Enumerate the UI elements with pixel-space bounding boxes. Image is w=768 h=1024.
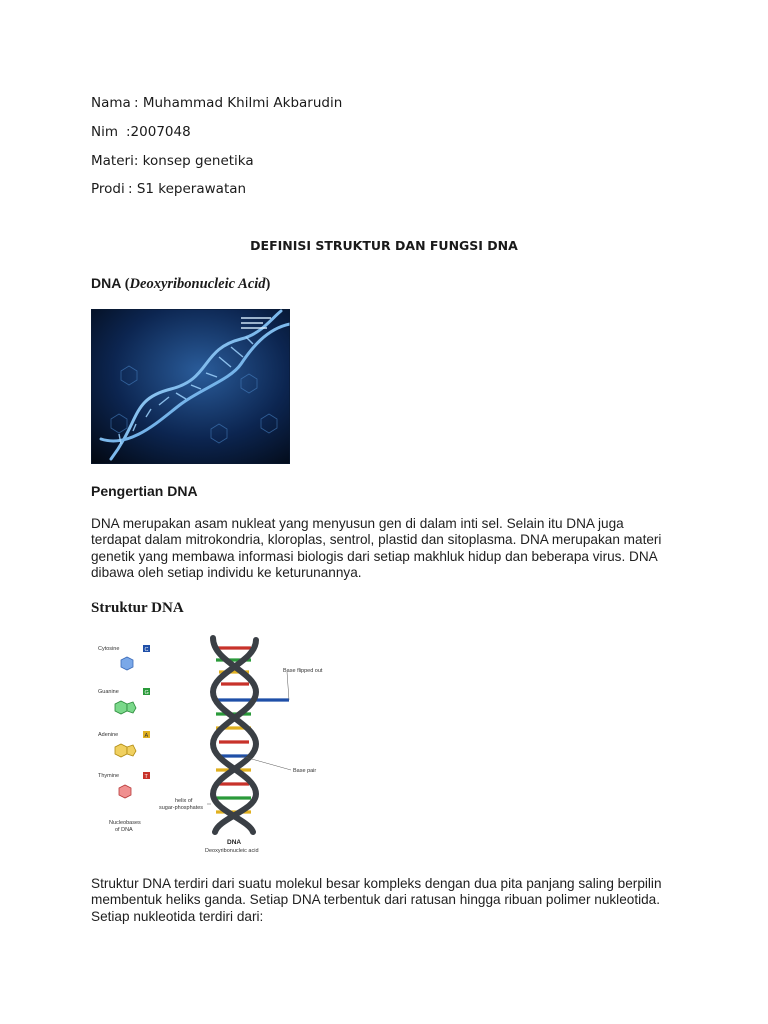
thymine-molecule-icon bbox=[119, 785, 131, 798]
nama-value: : Muhammad Khilmi Akbarudin bbox=[134, 95, 343, 111]
cytosine-label: Cytosine bbox=[98, 646, 120, 652]
guanine-label: Guanine bbox=[98, 689, 119, 695]
struktur-paragraph bbox=[91, 876, 691, 925]
base-pair-label: Base pair bbox=[293, 768, 317, 774]
materi-value: konsep genetika bbox=[142, 153, 254, 169]
diagram-caption-subtitle: Deoxyribonucleic acid bbox=[205, 848, 259, 854]
dna-close-paren: ) bbox=[265, 276, 271, 292]
adenine-label: Adenine bbox=[98, 732, 119, 738]
cytosine-molecule-icon bbox=[121, 657, 133, 670]
dna-full-name: Deoxyribonucleic Acid bbox=[129, 276, 266, 292]
nucleobase-guanine bbox=[98, 688, 150, 714]
struktur-heading: Struktur DNA bbox=[91, 600, 184, 616]
materi-line bbox=[91, 153, 254, 169]
sugar-phosphate-backbone bbox=[213, 638, 256, 832]
nucleobase-cytosine bbox=[98, 645, 150, 670]
dna-open-paren: ( bbox=[124, 276, 130, 292]
document-title: DEFINISI STRUKTUR DAN FUNGSI DNA bbox=[250, 238, 518, 253]
helix-label: helix of bbox=[175, 798, 193, 804]
prodi-label: Prodi bbox=[91, 181, 125, 197]
dna-abbr: DNA bbox=[91, 275, 121, 291]
nama-line bbox=[91, 95, 342, 111]
struktur-line: Struktur DNA terdiri dari suatu molekul besar kompleks dengan dua pita panjang saling berpilin bbox=[91, 876, 662, 891]
materi-label: Materi: bbox=[91, 153, 139, 169]
pengertian-line: genetik yang membawa informasi biologis dari setiap makhluk hidup dan beberapa virus. DNA bbox=[91, 548, 658, 564]
helix-label-2: sugar-phosphates bbox=[159, 805, 204, 811]
nucleobases-label: Nucleobases bbox=[109, 820, 141, 826]
thymine-label: Thymine bbox=[98, 773, 120, 779]
prodi-line bbox=[91, 181, 246, 197]
nucleobase-adenine bbox=[98, 731, 150, 757]
pengertian-heading: Pengertian DNA bbox=[91, 483, 198, 499]
dna-heading bbox=[91, 275, 270, 293]
prodi-value: : S1 keperawatan bbox=[128, 181, 247, 197]
pengertian-line: dibawa oleh setiap individu ke keturunannya. bbox=[91, 565, 362, 581]
pengertian-line: DNA merupakan asam nukleat yang menyusun gen di dalam inti sel. Selain itu DNA juga bbox=[91, 516, 624, 531]
nucleobases-label-2: of DNA bbox=[115, 827, 133, 833]
struktur-line: membentuk heliks ganda. Setiap DNA terbentuk dari ratusan hingga ribuan polimer nukleotida. bbox=[91, 892, 661, 908]
guanine-molecule-icon bbox=[115, 701, 127, 714]
struktur-line: Setiap nukleotida terdiri dari: bbox=[91, 908, 264, 924]
nim-value: :2007048 bbox=[126, 124, 191, 140]
nucleobase-thymine bbox=[98, 772, 150, 798]
adenine-molecule-icon bbox=[115, 744, 127, 757]
nim-line bbox=[91, 124, 191, 140]
adenine-letter: A bbox=[144, 733, 149, 739]
thymine-letter: T bbox=[144, 774, 148, 780]
dna-structure-diagram bbox=[91, 632, 351, 858]
diagram-caption-title: DNA bbox=[227, 839, 242, 846]
pengertian-paragraph bbox=[91, 516, 691, 582]
base-flipped-out-label: Base flipped out bbox=[283, 668, 323, 674]
dna-helix-photo bbox=[91, 309, 290, 464]
pengertian-line: terdapat dalam mitrokondria, kloroplas, sentrol, plastid dan sitoplasma. DNA merupakan materi bbox=[91, 532, 662, 548]
nim-label: Nim bbox=[91, 124, 118, 140]
guanine-letter: G bbox=[144, 690, 149, 696]
nama-label: Nama bbox=[91, 95, 131, 111]
cytosine-letter: C bbox=[144, 647, 149, 653]
